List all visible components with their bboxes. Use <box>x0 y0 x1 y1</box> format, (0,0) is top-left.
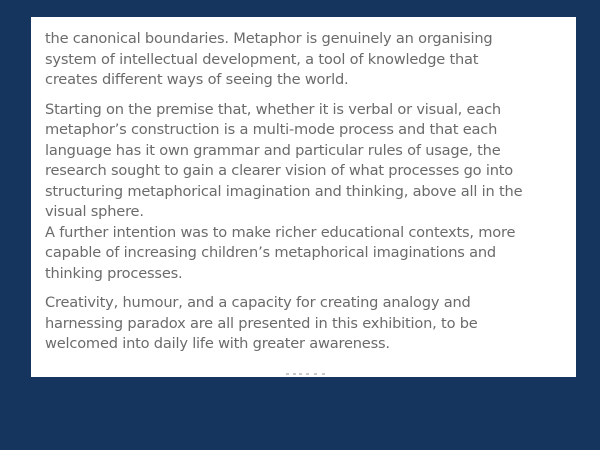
cropped-text-fragment <box>284 372 330 376</box>
text-line: welcomed into daily life with greater awareness. <box>45 335 390 352</box>
text-line: capable of increasing children’s metaphorical imaginations and <box>45 244 496 261</box>
text-line: creates different ways of seeing the world. <box>45 71 349 88</box>
paragraph-3 <box>45 293 562 355</box>
text-line: Creativity, humour, and a capacity for creating analogy and <box>45 294 471 311</box>
paragraph-2 <box>45 100 562 285</box>
text-line: thinking processes. <box>45 264 183 282</box>
text-line: language has it own grammar and particular rules of usage, the <box>45 141 501 159</box>
text-line: visual sphere. <box>45 203 144 220</box>
text-line: research sought to gain a clearer vision of what processes go into <box>45 162 513 179</box>
text-panel <box>31 17 576 377</box>
text-line: metaphor’s construction is a multi-mode process and that each <box>45 121 498 138</box>
paragraph-1 <box>45 29 562 91</box>
text-line: harnessing paradox are all presented in this exhibition, to be <box>45 314 478 332</box>
text-line: structuring metaphorical imagination and thinking, above all in the <box>45 182 523 200</box>
text-line: the canonical boundaries. Metaphor is genuinely an organising <box>45 30 493 47</box>
text-line: Starting on the premise that, whether it is verbal or visual, each <box>45 100 501 118</box>
text-line: A further intention was to make richer educational contexts, more <box>45 223 516 241</box>
text-line: system of intellectual development, a tool of knowledge that <box>45 50 479 68</box>
